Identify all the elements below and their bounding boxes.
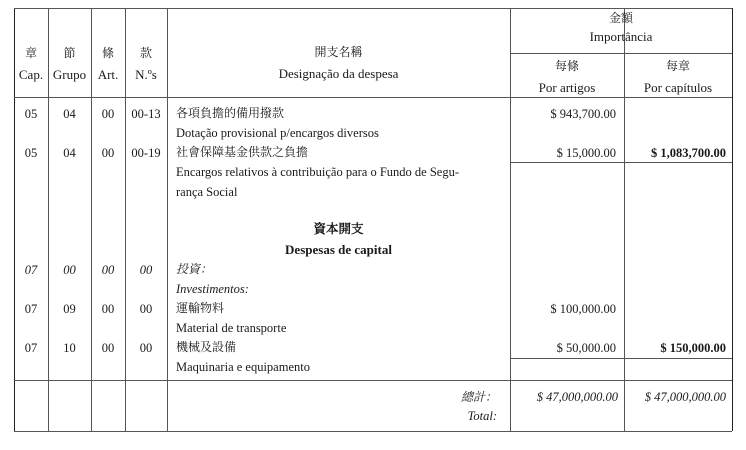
table-cell: 10 [63,341,76,355]
header-art-pt: Art. [97,67,119,82]
table-cell: 00 [101,341,115,355]
total-label-pt: Total: [467,409,497,423]
amount-por-artigos: $ 100,000.00 [550,302,616,316]
section-title-zh: 資本開支 [313,221,364,236]
table-cell: 07 [24,263,38,277]
header-importancia-zh: 金額 [608,11,633,25]
header-grupo-pt: Grupo [52,67,87,82]
subtotal-line-2-cap [624,358,732,359]
header-importancia-pt: Importância [589,29,653,44]
item-designation-zh: 社會保障基金供款之負擔 [176,145,309,159]
total-label-zh: 總計： [460,390,497,404]
total-por-artigos: $ 47,000,000.00 [536,390,618,404]
table-cell: 00 [63,263,76,277]
table-cell: 00-19 [131,146,161,160]
table-cell: 05 [24,146,38,160]
amount-por-artigos: $ 50,000.00 [556,341,616,355]
item-designation-pt: Dotação provisional p/encargos diversos [176,126,379,140]
table-cell: 04 [63,146,76,160]
table-cell: 00 [101,107,115,121]
item-designation-pt-cont: rança Social [176,185,238,199]
item-designation-zh: 機械及設備 [176,340,237,354]
item-designation-zh: 各項負擔的備用撥款 [176,106,285,120]
amount-por-artigos: $ 943,700.00 [550,107,616,121]
item-designation-zh: 運輸物料 [176,301,225,315]
header-designation-pt: Designação da despesa [278,66,399,81]
header-art-zh: 條 [101,46,114,60]
amount-por-capitulos: $ 150,000.00 [660,341,726,355]
table-cell: 09 [63,302,76,316]
total-por-capitulos: $ 47,000,000.00 [644,390,726,404]
subtotal-line-1 [510,162,624,163]
table-cell: 07 [24,302,38,316]
header-por-artigos-zh: 每條 [554,59,579,73]
table-cell: 00 [101,146,115,160]
table-border-right [732,8,733,431]
header-num-pt: N.ºs [135,67,157,82]
amount-por-capitulos: $ 1,083,700.00 [651,146,726,160]
table-cell: 05 [24,107,38,121]
header-grupo-zh: 節 [63,46,76,60]
table-border-bottom [14,431,732,432]
header-por-capitulos-zh: 每章 [665,59,690,73]
table-border-top [14,8,732,9]
table-cell: 00 [139,302,153,316]
header-por-artigos-pt: Por artigos [538,80,596,95]
table-cell: 04 [63,107,76,121]
header-bottom-line [14,97,732,98]
subtotal-line-1-cap [624,162,732,163]
header-cap-pt: Cap. [18,67,44,82]
item-designation-zh: 投資： [176,262,213,276]
total-top-line [14,380,732,381]
subtotal-line-2 [510,358,624,359]
table-cell: 00 [139,341,153,355]
table-cell: 00 [101,263,115,277]
table-cell: 00-13 [131,107,161,121]
item-designation-pt: Material de transporte [176,321,287,335]
table-cell: 07 [24,341,38,355]
importancia-divider [510,53,732,54]
header-num-zh: 款 [139,46,152,60]
amount-por-artigos: $ 15,000.00 [556,146,616,160]
section-title-pt: Despesas de capital [285,242,392,257]
header-designation-zh: 開支名稱 [314,45,363,59]
item-designation-pt: Maquinaria e equipamento [176,360,310,374]
table-cell: 00 [101,302,115,316]
header-cap-zh: 章 [24,46,37,60]
item-designation-pt: Investimentos: [176,282,249,296]
item-designation-pt: Encargos relativos à contribuição para o Fundo de Segu- [176,165,460,179]
header-por-capitulos-pt: Por capítulos [643,80,713,95]
table-cell: 00 [139,263,153,277]
